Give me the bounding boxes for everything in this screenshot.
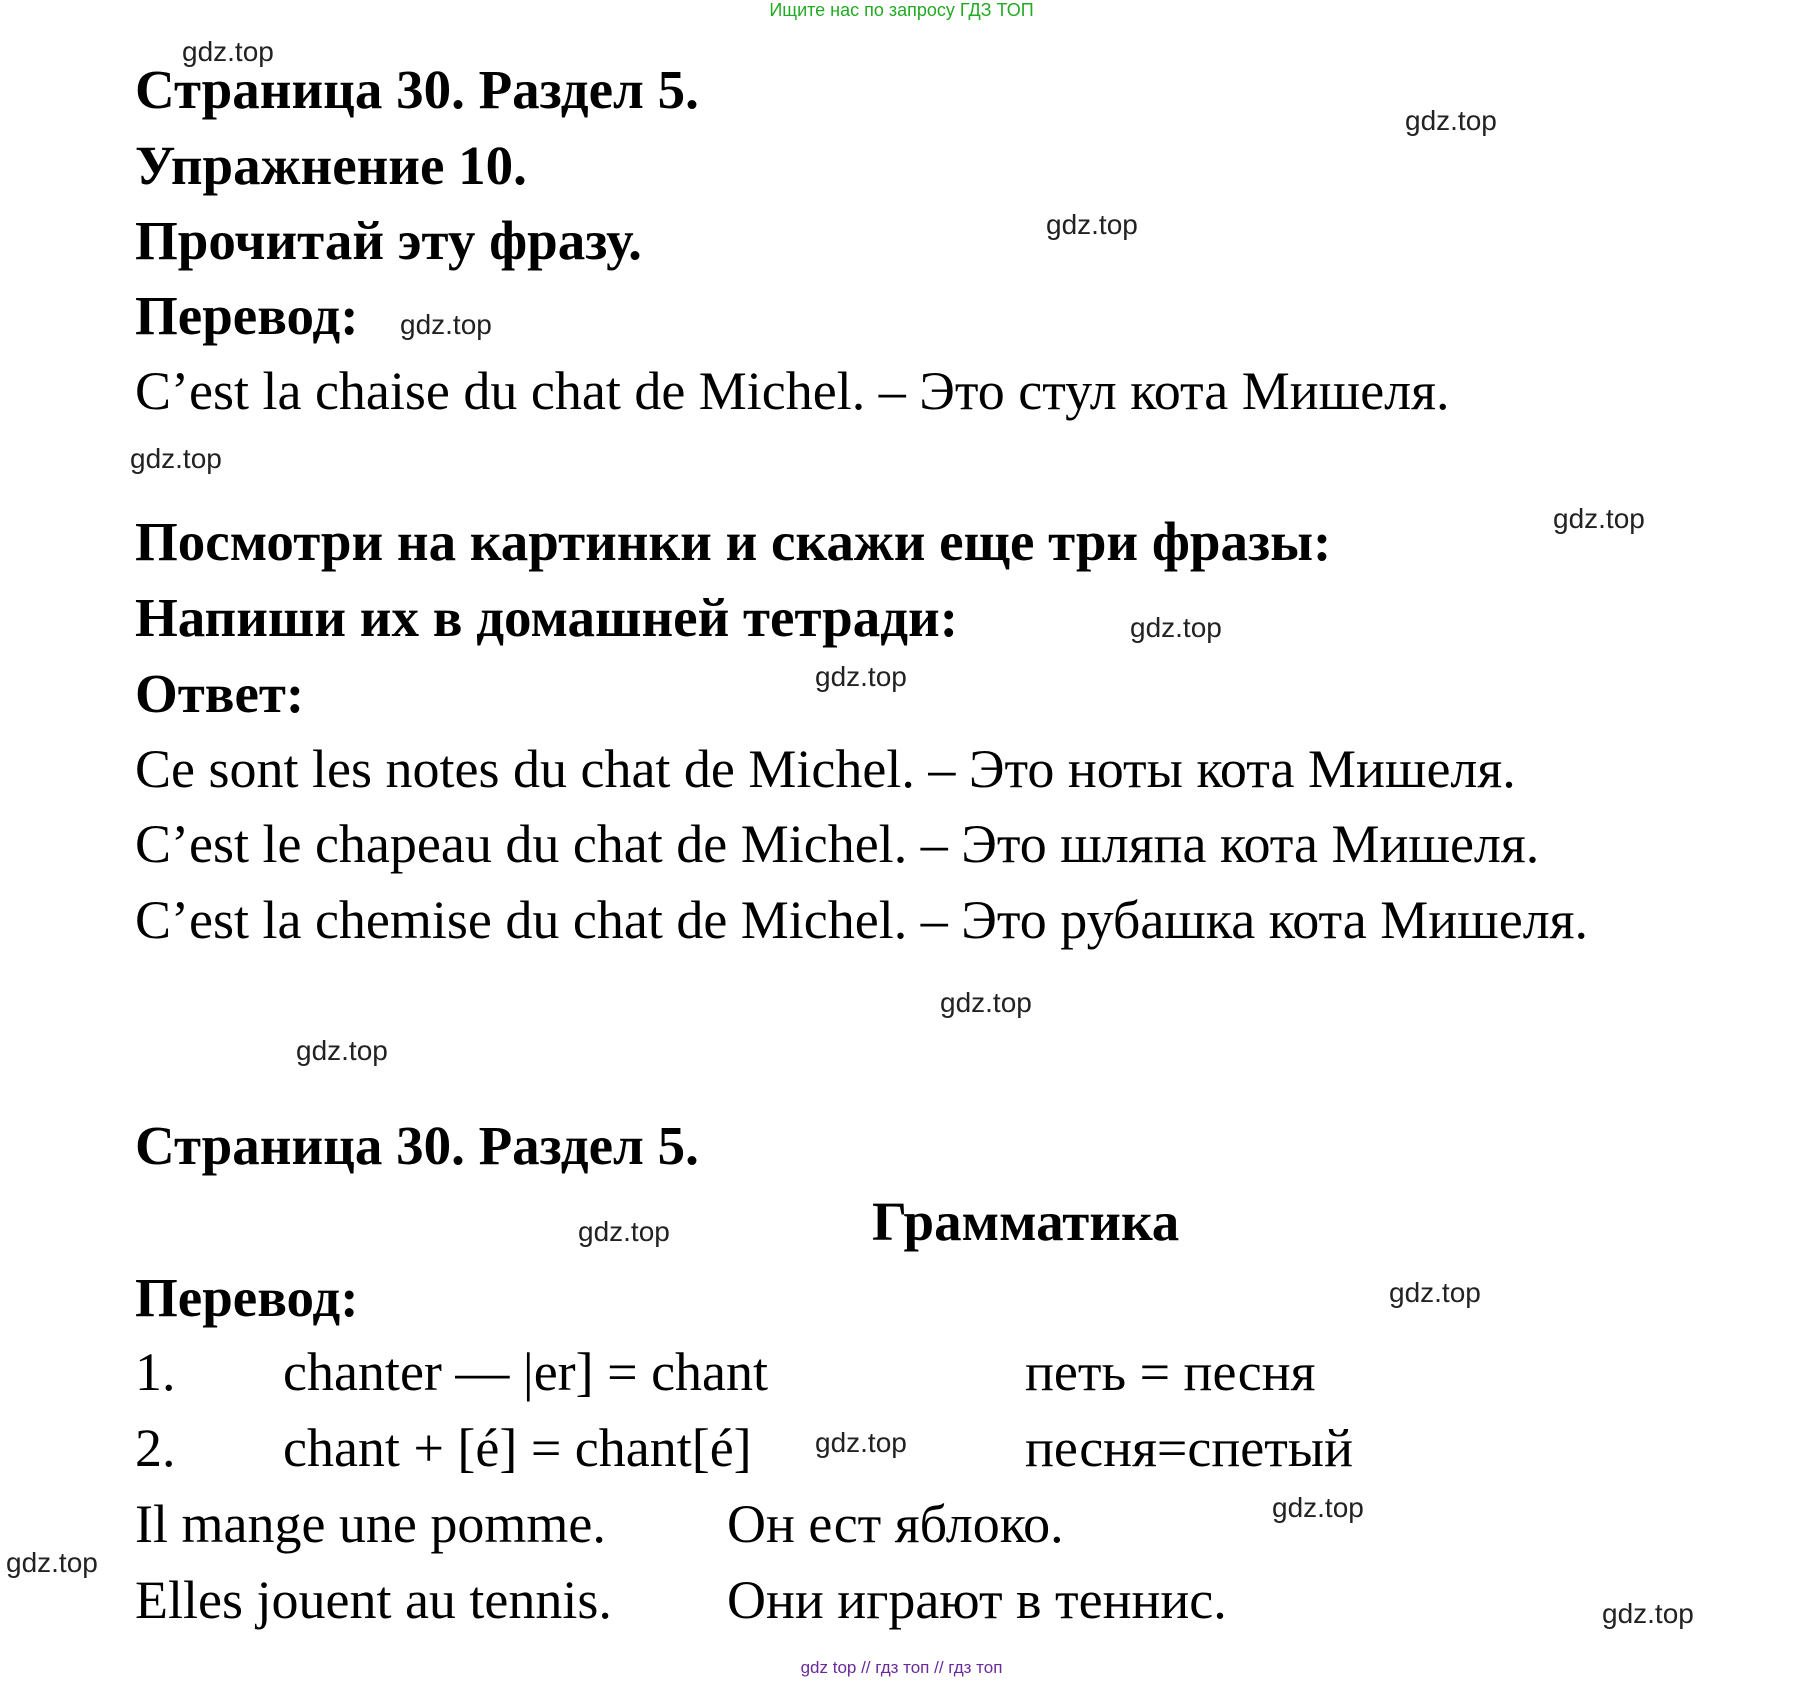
watermark: gdz.top: [940, 987, 1032, 1018]
watermark: gdz.top: [182, 36, 274, 67]
answer-line: C’est la chemise du chat de Michel. – Это рубашка кота Мишеля.: [135, 890, 1589, 950]
watermark: gdz.top: [296, 1035, 388, 1066]
page-title: Страница 30. Раздел 5.: [135, 59, 699, 120]
task-read: Прочитай эту фразу.: [135, 210, 642, 271]
watermark: gdz.top: [6, 1547, 98, 1578]
watermark: gdz.top: [130, 443, 222, 474]
example-french: Elles jouent au tennis.: [135, 1570, 612, 1630]
watermark: gdz.top: [1389, 1277, 1481, 1308]
row-french: chanter — |er] = chant: [283, 1342, 769, 1402]
row-russian: петь = песня: [1025, 1342, 1316, 1402]
exercise-title: Упражнение 10.: [135, 135, 527, 196]
answer-line: Ce sont les notes du chat de Michel. – Это ноты кота Мишеля.: [135, 739, 1516, 799]
bottom-banner: gdz top // гдз топ // гдз топ: [800, 1658, 1003, 1677]
translation-label: Перевод:: [135, 1267, 359, 1328]
top-banner: Ищите нас по запросу ГДЗ ТОП: [769, 0, 1034, 20]
watermark: gdz.top: [1130, 612, 1222, 643]
grammar-title: Грамматика: [872, 1191, 1180, 1252]
watermark: gdz.top: [815, 661, 907, 692]
task-look: Посмотри на картинки и скажи еще три фразы:: [135, 511, 1332, 572]
answer-line: C’est le chapeau du chat de Michel. – Это шляпа кота Мишеля.: [135, 814, 1540, 874]
watermark: gdz.top: [1046, 209, 1138, 240]
example-russian: Он ест яблоко.: [727, 1494, 1064, 1554]
example-french: Il mange une pomme.: [135, 1494, 606, 1554]
page-title: Страница 30. Раздел 5.: [135, 1115, 699, 1176]
translation-label: Перевод:: [135, 285, 359, 346]
row-number: 2.: [135, 1418, 176, 1478]
sentence-translation: C’est la chaise du chat de Michel. – Это стул кота Мишеля.: [135, 361, 1450, 421]
watermark: gdz.top: [578, 1216, 670, 1247]
row-number: 1.: [135, 1342, 176, 1402]
watermark: gdz.top: [1272, 1492, 1364, 1523]
watermark: gdz.top: [1405, 105, 1497, 136]
watermark: gdz.top: [815, 1427, 907, 1458]
row-french: chant + [é] = chant[é]: [283, 1418, 752, 1478]
row-russian: песня=спетый: [1025, 1418, 1353, 1478]
answer-label: Ответ:: [135, 663, 305, 724]
watermark: gdz.top: [1602, 1598, 1694, 1629]
example-russian: Они играют в теннис.: [727, 1570, 1227, 1630]
watermark: gdz.top: [1553, 503, 1645, 534]
task-write: Напиши их в домашней тетради:: [135, 587, 959, 648]
watermark: gdz.top: [400, 309, 492, 340]
